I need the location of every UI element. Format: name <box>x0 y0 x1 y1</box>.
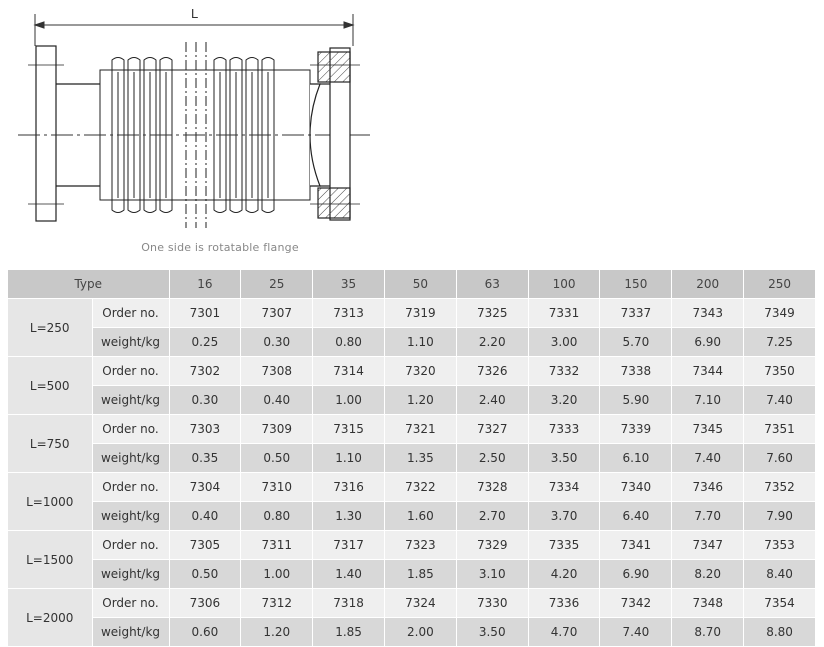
weight-cell: 1.40 <box>313 560 385 589</box>
weight-label: weight/kg <box>92 618 169 647</box>
weight-cell: 3.00 <box>528 328 600 357</box>
order-no-cell: 7335 <box>528 531 600 560</box>
weight-cell: 1.30 <box>313 502 385 531</box>
weight-cell: 3.50 <box>456 618 528 647</box>
order-no-cell: 7337 <box>600 299 672 328</box>
order-no-cell: 7307 <box>241 299 313 328</box>
order-no-cell: 7348 <box>672 589 744 618</box>
order-no-cell: 7320 <box>384 357 456 386</box>
weight-cell: 2.00 <box>384 618 456 647</box>
order-row <box>8 415 816 444</box>
order-no-label: Order no. <box>92 415 169 444</box>
order-no-cell: 7315 <box>313 415 385 444</box>
weight-row <box>8 502 816 531</box>
order-no-cell: 7350 <box>744 357 816 386</box>
drawing-caption: One side is rotatable flange <box>141 241 299 254</box>
order-no-cell: 7322 <box>384 473 456 502</box>
order-no-cell: 7317 <box>313 531 385 560</box>
weight-cell: 2.20 <box>456 328 528 357</box>
order-no-cell: 7331 <box>528 299 600 328</box>
order-no-cell: 7330 <box>456 589 528 618</box>
dimension-label: L <box>191 6 199 21</box>
weight-row <box>8 618 816 647</box>
length-label: L=500 <box>8 357 92 415</box>
order-no-cell: 7352 <box>744 473 816 502</box>
weight-cell: 7.40 <box>600 618 672 647</box>
order-no-cell: 7353 <box>744 531 816 560</box>
weight-cell: 6.90 <box>600 560 672 589</box>
order-no-cell: 7321 <box>384 415 456 444</box>
order-row <box>8 299 816 328</box>
weight-cell: 0.80 <box>313 328 385 357</box>
weight-cell: 8.20 <box>672 560 744 589</box>
order-no-cell: 7344 <box>672 357 744 386</box>
weight-cell: 6.90 <box>672 328 744 357</box>
weight-cell: 1.85 <box>313 618 385 647</box>
weight-cell: 5.90 <box>600 386 672 415</box>
order-no-cell: 7318 <box>313 589 385 618</box>
weight-cell: 7.40 <box>744 386 816 415</box>
order-no-cell: 7314 <box>313 357 385 386</box>
col-header: 25 <box>241 270 313 299</box>
col-header: 16 <box>169 270 241 299</box>
weight-cell: 0.30 <box>169 386 241 415</box>
weight-cell: 1.20 <box>241 618 313 647</box>
weight-cell: 1.00 <box>241 560 313 589</box>
col-header: 35 <box>313 270 385 299</box>
weight-cell: 1.60 <box>384 502 456 531</box>
order-no-cell: 7346 <box>672 473 744 502</box>
weight-cell: 8.80 <box>744 618 816 647</box>
order-no-cell: 7319 <box>384 299 456 328</box>
col-header: 50 <box>384 270 456 299</box>
order-no-cell: 7354 <box>744 589 816 618</box>
order-no-cell: 7323 <box>384 531 456 560</box>
order-no-cell: 7305 <box>169 531 241 560</box>
order-no-label: Order no. <box>92 357 169 386</box>
order-no-label: Order no. <box>92 299 169 328</box>
order-no-cell: 7327 <box>456 415 528 444</box>
order-no-cell: 7304 <box>169 473 241 502</box>
length-label: L=250 <box>8 299 92 357</box>
order-no-cell: 7303 <box>169 415 241 444</box>
weight-cell: 6.10 <box>600 444 672 473</box>
bellows-drawing <box>0 0 824 262</box>
order-no-cell: 7334 <box>528 473 600 502</box>
left-flange <box>28 46 100 221</box>
spec-table <box>8 270 816 647</box>
weight-cell: 0.25 <box>169 328 241 357</box>
weight-label: weight/kg <box>92 444 169 473</box>
order-row <box>8 357 816 386</box>
order-no-cell: 7325 <box>456 299 528 328</box>
right-flange <box>310 48 360 220</box>
weight-label: weight/kg <box>92 560 169 589</box>
col-header: 63 <box>456 270 528 299</box>
order-no-cell: 7306 <box>169 589 241 618</box>
weight-cell: 2.40 <box>456 386 528 415</box>
weight-cell: 0.80 <box>241 502 313 531</box>
weight-cell: 6.40 <box>600 502 672 531</box>
weight-cell: 2.70 <box>456 502 528 531</box>
order-no-cell: 7326 <box>456 357 528 386</box>
col-header: 200 <box>672 270 744 299</box>
order-row <box>8 531 816 560</box>
order-no-cell: 7345 <box>672 415 744 444</box>
order-row <box>8 473 816 502</box>
length-label: L=750 <box>8 415 92 473</box>
order-row <box>8 589 816 618</box>
weight-cell: 0.40 <box>169 502 241 531</box>
order-no-cell: 7336 <box>528 589 600 618</box>
weight-cell: 7.70 <box>672 502 744 531</box>
weight-cell: 0.50 <box>169 560 241 589</box>
order-no-cell: 7311 <box>241 531 313 560</box>
weight-label: weight/kg <box>92 328 169 357</box>
order-no-cell: 7324 <box>384 589 456 618</box>
order-no-cell: 7302 <box>169 357 241 386</box>
weight-row <box>8 386 816 415</box>
weight-cell: 7.60 <box>744 444 816 473</box>
length-label: L=1500 <box>8 531 92 589</box>
weight-cell: 3.50 <box>528 444 600 473</box>
weight-cell: 8.40 <box>744 560 816 589</box>
col-header: 150 <box>600 270 672 299</box>
weight-cell: 4.70 <box>528 618 600 647</box>
order-no-cell: 7351 <box>744 415 816 444</box>
weight-row <box>8 328 816 357</box>
order-no-cell: 7332 <box>528 357 600 386</box>
header-row <box>8 270 816 299</box>
col-header: 100 <box>528 270 600 299</box>
weight-cell: 7.90 <box>744 502 816 531</box>
weight-cell: 7.10 <box>672 386 744 415</box>
weight-cell: 7.40 <box>672 444 744 473</box>
order-no-cell: 7328 <box>456 473 528 502</box>
order-no-label: Order no. <box>92 589 169 618</box>
order-no-cell: 7347 <box>672 531 744 560</box>
order-no-cell: 7301 <box>169 299 241 328</box>
order-no-cell: 7342 <box>600 589 672 618</box>
weight-row <box>8 444 816 473</box>
weight-cell: 8.70 <box>672 618 744 647</box>
weight-cell: 1.10 <box>313 444 385 473</box>
weight-row <box>8 560 816 589</box>
weight-label: weight/kg <box>92 386 169 415</box>
weight-label: weight/kg <box>92 502 169 531</box>
weight-cell: 3.20 <box>528 386 600 415</box>
order-no-cell: 7308 <box>241 357 313 386</box>
type-header: Type <box>8 270 169 299</box>
order-no-cell: 7343 <box>672 299 744 328</box>
order-no-label: Order no. <box>92 473 169 502</box>
weight-cell: 1.10 <box>384 328 456 357</box>
order-no-cell: 7316 <box>313 473 385 502</box>
weight-cell: 1.35 <box>384 444 456 473</box>
order-no-cell: 7329 <box>456 531 528 560</box>
weight-cell: 3.70 <box>528 502 600 531</box>
length-label: L=2000 <box>8 589 92 647</box>
length-label: L=1000 <box>8 473 92 531</box>
weight-cell: 0.30 <box>241 328 313 357</box>
weight-cell: 1.00 <box>313 386 385 415</box>
order-no-cell: 7341 <box>600 531 672 560</box>
weight-cell: 0.60 <box>169 618 241 647</box>
order-no-cell: 7333 <box>528 415 600 444</box>
weight-cell: 1.20 <box>384 386 456 415</box>
weight-cell: 0.40 <box>241 386 313 415</box>
col-header: 250 <box>744 270 816 299</box>
order-no-cell: 7349 <box>744 299 816 328</box>
weight-cell: 0.35 <box>169 444 241 473</box>
order-no-label: Order no. <box>92 531 169 560</box>
weight-cell: 3.10 <box>456 560 528 589</box>
order-no-cell: 7312 <box>241 589 313 618</box>
order-no-cell: 7339 <box>600 415 672 444</box>
weight-cell: 4.20 <box>528 560 600 589</box>
weight-cell: 2.50 <box>456 444 528 473</box>
weight-cell: 1.85 <box>384 560 456 589</box>
weight-cell: 5.70 <box>600 328 672 357</box>
weight-cell: 7.25 <box>744 328 816 357</box>
weight-cell: 0.50 <box>241 444 313 473</box>
order-no-cell: 7309 <box>241 415 313 444</box>
order-no-cell: 7313 <box>313 299 385 328</box>
order-no-cell: 7310 <box>241 473 313 502</box>
order-no-cell: 7340 <box>600 473 672 502</box>
order-no-cell: 7338 <box>600 357 672 386</box>
